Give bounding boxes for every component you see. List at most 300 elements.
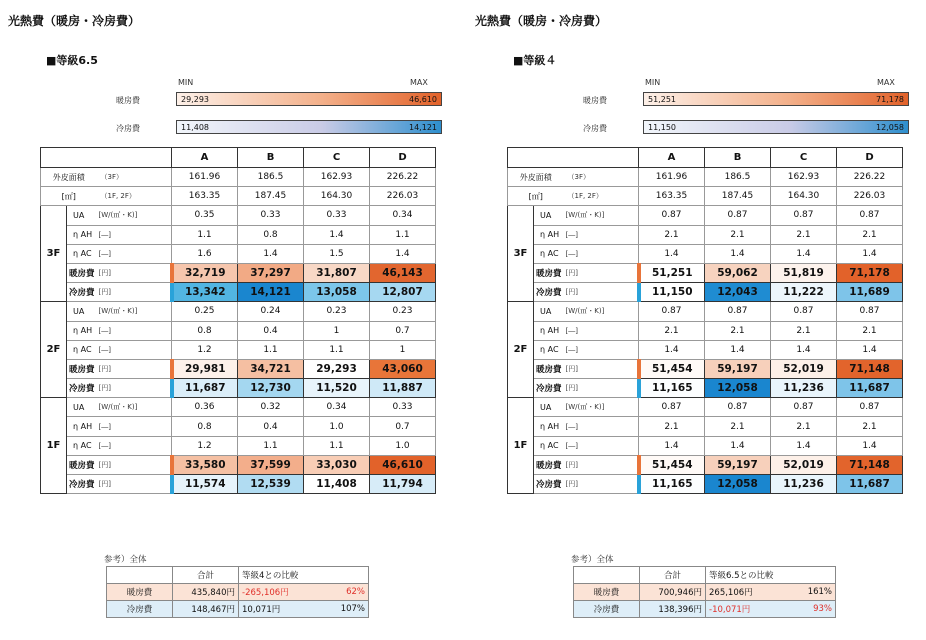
table-row <box>41 455 436 474</box>
ua-unit: [W/(㎡・K)] <box>97 398 172 417</box>
cool-cost-value: 11,574 <box>172 475 238 494</box>
heat-cost-label: 暖房費 <box>67 359 97 378</box>
heat-cost-label: 暖房費 <box>534 263 564 282</box>
table-row <box>508 340 903 359</box>
ua-value: 0.33 <box>304 206 370 225</box>
area-value: 164.30 <box>304 187 370 206</box>
legend-max-label: MAX <box>410 78 428 87</box>
nah-value: 1.4 <box>304 225 370 244</box>
ua-unit: [W/(㎡・K)] <box>564 206 639 225</box>
ua-value: 0.87 <box>837 302 903 321</box>
cool-cost-value: 13,058 <box>304 283 370 302</box>
nah-label: η AH <box>534 417 564 436</box>
reference-row-label: 暖房費 <box>574 584 640 601</box>
nah-value: 2.1 <box>705 417 771 436</box>
cool-cost-unit: [円] <box>97 283 172 302</box>
ua-value: 0.24 <box>238 302 304 321</box>
heat-scale-bar <box>643 92 909 106</box>
reference-total: 435,840円 <box>173 584 239 601</box>
nac-label: η AC <box>534 340 564 359</box>
nac-value: 1.2 <box>172 340 238 359</box>
nac-unit: [―] <box>564 436 639 455</box>
ua-value: 0.87 <box>771 302 837 321</box>
heat-cost-value: 37,297 <box>238 263 304 282</box>
cool-scale-bar <box>643 120 909 134</box>
cool-cost-value: 11,887 <box>370 379 436 398</box>
cool-cost-label: 冷房費 <box>67 379 97 398</box>
table-row <box>41 283 436 302</box>
cool-cost-value: 11,408 <box>304 475 370 494</box>
heat-scale-bar <box>176 92 442 106</box>
table-row <box>508 302 903 321</box>
heat-cost-value: 29,293 <box>304 359 370 378</box>
table-row <box>41 398 436 417</box>
nac-label: η AC <box>67 244 97 263</box>
ua-label: UA <box>534 398 564 417</box>
cool-cost-label: 冷房費 <box>534 475 564 494</box>
table-row <box>508 475 903 494</box>
floor-label: 2F <box>508 302 534 398</box>
heat-cost-value: 71,148 <box>837 359 903 378</box>
reference-compare-header: 等級6.5との比較 <box>706 567 836 584</box>
ua-value: 0.87 <box>705 206 771 225</box>
cool-cost-value: 12,058 <box>705 379 771 398</box>
cool-cost-label: 冷房費 <box>67 475 97 494</box>
area-value: 163.35 <box>639 187 705 206</box>
reference-diff: 265,106円 <box>706 584 790 601</box>
table-row <box>508 206 903 225</box>
cool-scale-max: 12,058 <box>876 122 904 132</box>
area-value: 226.22 <box>837 168 903 187</box>
area-note-1f-2f: （1F, 2F） <box>564 187 639 206</box>
column-header: B <box>238 148 304 168</box>
ua-value: 0.36 <box>172 398 238 417</box>
heat-cost-unit: [円] <box>97 455 172 474</box>
area-value: 162.93 <box>771 168 837 187</box>
column-header: D <box>837 148 903 168</box>
nah-value: 2.1 <box>705 225 771 244</box>
heat-cost-value: 37,599 <box>238 455 304 474</box>
reference-row-heat <box>574 584 836 601</box>
cool-cost-value: 11,687 <box>837 379 903 398</box>
table-row <box>41 340 436 359</box>
nah-value: 2.1 <box>639 225 705 244</box>
table-row <box>41 225 436 244</box>
column-header: A <box>639 148 705 168</box>
table-row <box>508 225 903 244</box>
nah-value: 2.1 <box>837 321 903 340</box>
ua-label: UA <box>67 398 97 417</box>
area-note-3f: （3F） <box>97 168 172 187</box>
cost-table <box>507 147 903 494</box>
page-title: 光熱費（暖房・冷房費） <box>8 14 141 28</box>
nac-value: 1.1 <box>304 340 370 359</box>
ua-value: 0.87 <box>837 398 903 417</box>
heat-cost-value: 51,454 <box>639 455 705 474</box>
nah-value: 0.7 <box>370 417 436 436</box>
heat-cost-value: 46,610 <box>370 455 436 474</box>
table-row <box>508 398 903 417</box>
cool-cost-unit: [円] <box>564 475 639 494</box>
cool-cost-value: 11,165 <box>639 475 705 494</box>
area-value: 226.03 <box>370 187 436 206</box>
heat-cost-unit: [円] <box>564 455 639 474</box>
nac-unit: [―] <box>97 436 172 455</box>
nac-value: 1.1 <box>238 340 304 359</box>
table-row <box>508 283 903 302</box>
ua-value: 0.33 <box>370 398 436 417</box>
ua-value: 0.25 <box>172 302 238 321</box>
heat-cost-value: 59,197 <box>705 455 771 474</box>
nah-value: 2.1 <box>771 321 837 340</box>
nah-value: 2.1 <box>639 417 705 436</box>
nac-value: 1.4 <box>705 436 771 455</box>
heat-cost-value: 29,981 <box>172 359 238 378</box>
reference-row-heat <box>107 584 369 601</box>
reference-diff: -10,071円 <box>706 601 790 618</box>
area-value: 164.30 <box>771 187 837 206</box>
area-label: 外皮面積 <box>41 168 97 187</box>
ua-value: 0.23 <box>370 302 436 321</box>
heat-cost-value: 46,143 <box>370 263 436 282</box>
ua-value: 0.32 <box>238 398 304 417</box>
legend-min-label: MIN <box>178 78 194 87</box>
cool-cost-unit: [円] <box>97 475 172 494</box>
area-note-1f-2f: （1F, 2F） <box>97 187 172 206</box>
nah-value: 2.1 <box>837 225 903 244</box>
ua-unit: [W/(㎡・K)] <box>564 302 639 321</box>
heat-cost-label: 暖房費 <box>67 455 97 474</box>
table-row <box>508 187 903 206</box>
heat-scale-min: 51,251 <box>648 94 676 104</box>
nah-label: η AH <box>534 225 564 244</box>
legend-heat-label: 暖房費 <box>116 96 140 105</box>
heat-cost-value: 33,580 <box>172 455 238 474</box>
ua-label: UA <box>67 302 97 321</box>
heat-cost-label: 暖房費 <box>534 359 564 378</box>
nac-value: 1.1 <box>238 436 304 455</box>
cool-cost-value: 12,058 <box>705 475 771 494</box>
table-row <box>508 263 903 282</box>
floor-label: 2F <box>41 302 67 398</box>
table-row <box>41 436 436 455</box>
nac-label: η AC <box>534 436 564 455</box>
nac-value: 1.4 <box>370 244 436 263</box>
reference-diff: -265,106円 <box>239 584 323 601</box>
nah-value: 0.8 <box>172 321 238 340</box>
ua-value: 0.87 <box>771 206 837 225</box>
cost-table <box>40 147 436 494</box>
area-value: 187.45 <box>705 187 771 206</box>
ua-unit: [W/(㎡・K)] <box>564 398 639 417</box>
nac-value: 1.1 <box>304 436 370 455</box>
cool-scale-min: 11,408 <box>181 122 209 132</box>
panel-grade-6-5 <box>0 0 455 640</box>
nac-unit: [―] <box>564 340 639 359</box>
table-header-row <box>41 148 436 168</box>
header-blank <box>41 148 172 168</box>
nac-value: 1.4 <box>639 436 705 455</box>
table-row <box>41 475 436 494</box>
heat-cost-value: 59,062 <box>705 263 771 282</box>
nac-value: 1.0 <box>370 436 436 455</box>
heat-cost-value: 52,019 <box>771 455 837 474</box>
heat-cost-unit: [円] <box>564 263 639 282</box>
nah-unit: [―] <box>97 225 172 244</box>
heat-cost-value: 51,251 <box>639 263 705 282</box>
reference-header-row <box>107 567 369 584</box>
ua-value: 0.87 <box>639 302 705 321</box>
ua-label: UA <box>534 302 564 321</box>
nac-label: η AC <box>534 244 564 263</box>
cool-cost-value: 11,236 <box>771 379 837 398</box>
column-header: A <box>172 148 238 168</box>
table-row <box>508 379 903 398</box>
nac-value: 1.4 <box>837 244 903 263</box>
reference-row-cool <box>574 601 836 618</box>
cool-cost-unit: [円] <box>564 283 639 302</box>
nah-label: η AH <box>67 321 97 340</box>
nah-value: 1.1 <box>172 225 238 244</box>
nah-unit: [―] <box>564 321 639 340</box>
table-header-row <box>508 148 903 168</box>
heat-cost-value: 43,060 <box>370 359 436 378</box>
reference-compare-header: 等級4との比較 <box>239 567 369 584</box>
table-row <box>41 263 436 282</box>
cool-cost-unit: [円] <box>97 379 172 398</box>
cool-cost-value: 11,150 <box>639 283 705 302</box>
cool-scale-bar <box>176 120 442 134</box>
table-row <box>508 321 903 340</box>
table-row <box>41 206 436 225</box>
nac-value: 1.4 <box>639 340 705 359</box>
ua-value: 0.87 <box>837 206 903 225</box>
reference-row-label: 暖房費 <box>107 584 173 601</box>
heat-cost-value: 51,454 <box>639 359 705 378</box>
floor-label: 3F <box>508 206 534 302</box>
ua-value: 0.87 <box>771 398 837 417</box>
nah-value: 0.7 <box>370 321 436 340</box>
column-header: C <box>304 148 370 168</box>
grade-heading: ■等級４ <box>513 54 557 67</box>
table-row <box>41 187 436 206</box>
table-row <box>508 359 903 378</box>
heat-cost-unit: [円] <box>564 359 639 378</box>
nah-unit: [―] <box>97 321 172 340</box>
area-value: 186.5 <box>238 168 304 187</box>
cool-cost-value: 11,222 <box>771 283 837 302</box>
table-row <box>508 244 903 263</box>
ua-value: 0.34 <box>304 398 370 417</box>
nah-unit: [―] <box>564 417 639 436</box>
heat-scale-max: 46,610 <box>409 94 437 104</box>
cool-cost-value: 11,520 <box>304 379 370 398</box>
reference-total-header: 合計 <box>173 567 239 584</box>
nah-unit: [―] <box>564 225 639 244</box>
heat-cost-value: 71,178 <box>837 263 903 282</box>
ua-value: 0.87 <box>705 398 771 417</box>
column-header: C <box>771 148 837 168</box>
reference-row-label: 冷房費 <box>107 601 173 618</box>
area-value: 161.96 <box>172 168 238 187</box>
ua-label: UA <box>534 206 564 225</box>
reference-total: 700,946円 <box>640 584 706 601</box>
cool-cost-unit: [円] <box>564 379 639 398</box>
nac-value: 1.4 <box>238 244 304 263</box>
area-note-3f: （3F） <box>564 168 639 187</box>
nac-value: 1.5 <box>304 244 370 263</box>
nah-value: 0.4 <box>238 417 304 436</box>
reference-header-row <box>574 567 836 584</box>
nac-value: 1.4 <box>771 244 837 263</box>
reference-title: 参考）全体 <box>571 555 614 565</box>
heat-cost-value: 33,030 <box>304 455 370 474</box>
ua-value: 0.34 <box>370 206 436 225</box>
cool-cost-value: 12,539 <box>238 475 304 494</box>
reference-percent: 93% <box>790 601 836 618</box>
area-value: 226.22 <box>370 168 436 187</box>
table-row <box>41 168 436 187</box>
heat-cost-unit: [円] <box>97 263 172 282</box>
area-value: 226.03 <box>837 187 903 206</box>
nac-value: 1.4 <box>639 244 705 263</box>
table-row <box>41 244 436 263</box>
table-row <box>41 302 436 321</box>
header-blank <box>508 148 639 168</box>
cool-cost-value: 11,687 <box>837 475 903 494</box>
nah-label: η AH <box>67 225 97 244</box>
reference-percent: 62% <box>323 584 369 601</box>
reference-row-label: 冷房費 <box>574 601 640 618</box>
cool-cost-value: 12,807 <box>370 283 436 302</box>
nah-label: η AH <box>534 321 564 340</box>
table-row <box>41 359 436 378</box>
nah-label: η AH <box>67 417 97 436</box>
table-row <box>508 455 903 474</box>
ua-unit: [W/(㎡・K)] <box>97 302 172 321</box>
heat-cost-value: 52,019 <box>771 359 837 378</box>
reference-table <box>106 566 369 618</box>
heat-cost-value: 31,807 <box>304 263 370 282</box>
area-value: 186.5 <box>705 168 771 187</box>
nac-value: 1.4 <box>837 340 903 359</box>
nah-value: 2.1 <box>771 225 837 244</box>
column-header: B <box>705 148 771 168</box>
ua-value: 0.87 <box>639 206 705 225</box>
nac-value: 1.2 <box>172 436 238 455</box>
ua-unit: [W/(㎡・K)] <box>97 206 172 225</box>
nac-value: 1 <box>370 340 436 359</box>
heat-cost-label: 暖房費 <box>67 263 97 282</box>
nah-value: 0.8 <box>172 417 238 436</box>
heat-scale-min: 29,293 <box>181 94 209 104</box>
heat-cost-value: 71,148 <box>837 455 903 474</box>
panel-grade-4 <box>467 0 922 640</box>
nac-unit: [―] <box>97 244 172 263</box>
nac-value: 1.4 <box>771 340 837 359</box>
reference-percent: 107% <box>323 601 369 618</box>
cool-cost-label: 冷房費 <box>67 283 97 302</box>
reference-header-blank <box>574 567 640 584</box>
page-title: 光熱費（暖房・冷房費） <box>475 14 608 28</box>
ua-value: 0.33 <box>238 206 304 225</box>
nah-value: 1.1 <box>370 225 436 244</box>
table-row <box>41 379 436 398</box>
cool-cost-value: 11,794 <box>370 475 436 494</box>
heat-scale-max: 71,178 <box>876 94 904 104</box>
nac-value: 1.4 <box>705 340 771 359</box>
reference-total: 148,467円 <box>173 601 239 618</box>
cool-cost-value: 12,043 <box>705 283 771 302</box>
cool-cost-value: 14,121 <box>238 283 304 302</box>
column-header: D <box>370 148 436 168</box>
ua-value: 0.23 <box>304 302 370 321</box>
ua-value: 0.87 <box>639 398 705 417</box>
ua-label: UA <box>67 206 97 225</box>
cool-cost-value: 12,730 <box>238 379 304 398</box>
cool-scale-min: 11,150 <box>648 122 676 132</box>
area-unit: [㎡] <box>508 187 564 206</box>
area-label: 外皮面積 <box>508 168 564 187</box>
reference-percent: 161% <box>790 584 836 601</box>
cool-scale-max: 14,121 <box>409 122 437 132</box>
table-row <box>508 417 903 436</box>
cool-cost-value: 11,165 <box>639 379 705 398</box>
ua-value: 0.87 <box>705 302 771 321</box>
cool-cost-label: 冷房費 <box>534 283 564 302</box>
area-value: 163.35 <box>172 187 238 206</box>
floor-label: 1F <box>41 398 67 494</box>
reference-title: 参考）全体 <box>104 555 147 565</box>
reference-total-header: 合計 <box>640 567 706 584</box>
reference-diff: 10,071円 <box>239 601 323 618</box>
reference-header-blank <box>107 567 173 584</box>
legend-max-label: MAX <box>877 78 895 87</box>
nac-label: η AC <box>67 340 97 359</box>
area-value: 161.96 <box>639 168 705 187</box>
heat-cost-value: 51,819 <box>771 263 837 282</box>
grade-heading: ■等級6.5 <box>46 54 98 67</box>
floor-label: 3F <box>41 206 67 302</box>
cool-cost-value: 13,342 <box>172 283 238 302</box>
reference-row-cool <box>107 601 369 618</box>
nah-value: 0.4 <box>238 321 304 340</box>
area-unit: [㎡] <box>41 187 97 206</box>
nac-label: η AC <box>67 436 97 455</box>
nah-value: 2.1 <box>837 417 903 436</box>
heat-cost-value: 59,197 <box>705 359 771 378</box>
heat-cost-value: 34,721 <box>238 359 304 378</box>
floor-label: 1F <box>508 398 534 494</box>
table-row <box>41 417 436 436</box>
heat-cost-label: 暖房費 <box>534 455 564 474</box>
reference-total: 138,396円 <box>640 601 706 618</box>
nac-value: 1.6 <box>172 244 238 263</box>
table-row <box>41 321 436 340</box>
cool-cost-value: 11,236 <box>771 475 837 494</box>
nah-unit: [―] <box>97 417 172 436</box>
cool-cost-value: 11,687 <box>172 379 238 398</box>
legend-cool-label: 冷房費 <box>583 124 607 133</box>
nah-value: 2.1 <box>705 321 771 340</box>
heat-cost-unit: [円] <box>97 359 172 378</box>
nah-value: 0.8 <box>238 225 304 244</box>
area-value: 162.93 <box>304 168 370 187</box>
legend-cool-label: 冷房費 <box>116 124 140 133</box>
nac-value: 1.4 <box>705 244 771 263</box>
legend-heat-label: 暖房費 <box>583 96 607 105</box>
reference-table <box>573 566 836 618</box>
